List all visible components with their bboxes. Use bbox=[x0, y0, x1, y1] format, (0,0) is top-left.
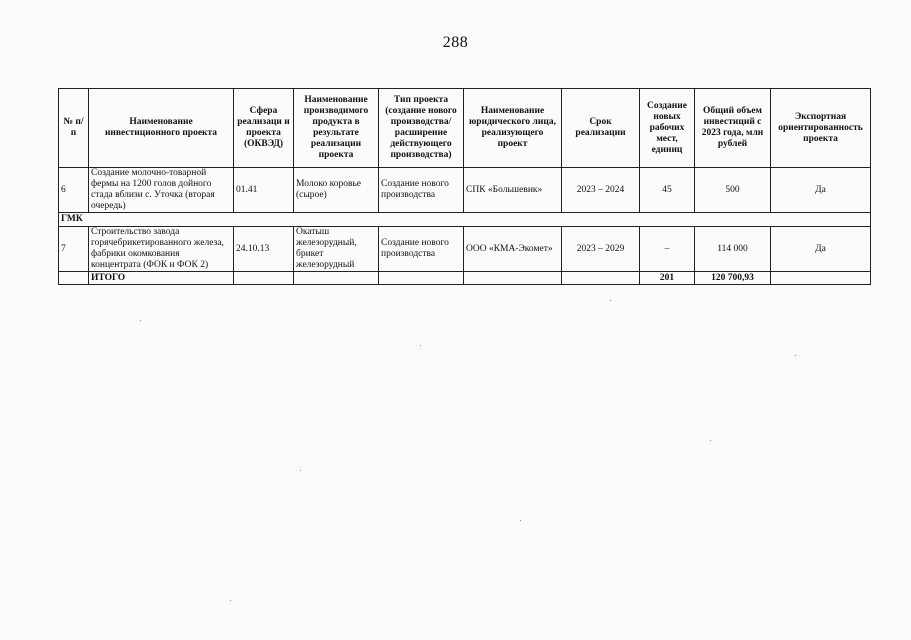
cell-legal-entity: ООО «КМА-Экомет» bbox=[464, 227, 562, 272]
group-label: ГМК bbox=[59, 213, 871, 227]
total-empty-period bbox=[562, 272, 640, 285]
scan-speck bbox=[520, 520, 521, 521]
cell-jobs: 45 bbox=[640, 168, 695, 213]
cell-project-name: Создание молочно-товарной фермы на 1200 голов дойного стада вблизи с. Уточка (вторая очередь) bbox=[89, 168, 234, 213]
cell-export: Да bbox=[771, 168, 871, 213]
total-empty-type bbox=[379, 272, 464, 285]
total-empty-num bbox=[59, 272, 89, 285]
cell-jobs: – bbox=[640, 227, 695, 272]
table-header-row bbox=[59, 89, 871, 168]
header-project-type: Тип проекта (создание нового производства/ расширение действующего производства) bbox=[379, 89, 464, 168]
header-num: № п/п bbox=[59, 89, 89, 168]
cell-product: Молоко коровье (сырое) bbox=[294, 168, 379, 213]
cell-export: Да bbox=[771, 227, 871, 272]
scan-speck bbox=[140, 320, 141, 321]
cell-num: 6 bbox=[59, 168, 89, 213]
cell-investment: 114 000 bbox=[695, 227, 771, 272]
total-jobs: 201 bbox=[640, 272, 695, 285]
total-empty-product bbox=[294, 272, 379, 285]
cell-product: Окатыш железорудный, брикет железорудный bbox=[294, 227, 379, 272]
total-row bbox=[59, 272, 871, 285]
cell-period: 2023 – 2024 bbox=[562, 168, 640, 213]
header-legal-entity: Наименование юридического лица, реализующего проект bbox=[464, 89, 562, 168]
header-investment: Общий объем инвестиций с 2023 года, млн рублей bbox=[695, 89, 771, 168]
total-label: ИТОГО bbox=[89, 272, 234, 285]
header-period: Срок реализации bbox=[562, 89, 640, 168]
scan-speck bbox=[300, 470, 301, 471]
scan-speck bbox=[795, 355, 796, 356]
scan-speck bbox=[420, 345, 421, 346]
header-jobs: Создание новых рабочих мест, единиц bbox=[640, 89, 695, 168]
total-empty-okved bbox=[234, 272, 294, 285]
header-export: Экспортная ориентированность проекта bbox=[771, 89, 871, 168]
cell-project-name: Строительство завода горячебрикетированного железа, фабрики окомкования концентрата (ФОК и ФОК 2) bbox=[89, 227, 234, 272]
cell-project-type: Создание нового производства bbox=[379, 168, 464, 213]
cell-investment: 500 bbox=[695, 168, 771, 213]
scan-speck bbox=[610, 300, 611, 301]
cell-num: 7 bbox=[59, 227, 89, 272]
cell-period: 2023 – 2029 bbox=[562, 227, 640, 272]
total-investment: 120 700,93 bbox=[695, 272, 771, 285]
header-project-name: Наименование инвестиционного проекта bbox=[89, 89, 234, 168]
cell-legal-entity: СПК «Большевик» bbox=[464, 168, 562, 213]
cell-project-type: Создание нового производства bbox=[379, 227, 464, 272]
total-empty-export bbox=[771, 272, 871, 285]
header-product: Наименование производимого продукта в результате реализации проекта bbox=[294, 89, 379, 168]
cell-okved: 24.10.13 bbox=[234, 227, 294, 272]
group-row bbox=[59, 213, 871, 227]
header-okved: Сфера реализаци и проекта (ОКВЭД) bbox=[234, 89, 294, 168]
page-number: 288 bbox=[442, 34, 469, 51]
table-row bbox=[59, 168, 871, 213]
investment-projects-table bbox=[58, 88, 871, 285]
scan-speck bbox=[230, 600, 231, 601]
total-empty-entity bbox=[464, 272, 562, 285]
scan-speck bbox=[710, 440, 711, 441]
table-row bbox=[59, 227, 871, 272]
cell-okved: 01.41 bbox=[234, 168, 294, 213]
